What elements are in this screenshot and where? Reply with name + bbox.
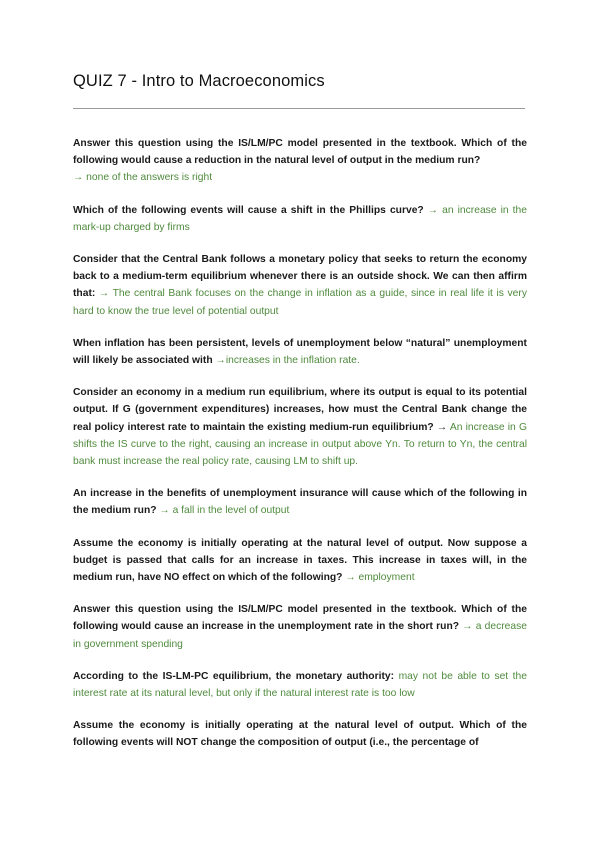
quiz-item	[73, 535, 527, 587]
quiz-item	[73, 601, 527, 653]
question-text: Consider that the Central Bank follows a monetary policy that seeks to return the economy back to a medium-term equilibrium whenever there is an outside shock. We can then affirm that:	[73, 254, 527, 300]
question-text: Consider an economy in a medium run equilibrium, where its output is equal to its potential output. If G (government expenditures) increases, how must the Central Bank change the real policy interest rate to maintain the existing medium-run equilibrium? →	[73, 387, 527, 433]
question-text: When inflation has been persistent, levels of unemployment below “natural” unemployment will likely be associated with	[73, 337, 527, 367]
question-text: Answer this question using the IS/LM/PC model presented in the textbook. Which of the following would cause an increase in the unemployment rate in the short run?	[73, 604, 527, 633]
answer-text: may not be able to set the interest rate at its natural level, but only if the natural interest rate is too low	[73, 670, 527, 700]
question-text: Assume the economy is initially operating at the natural level of output. Now suppose a budget is passed that calls for an increase in taxes. This increase in taxes will, in the medium run, have NO effect on which of the following?	[73, 537, 527, 584]
answer-text: → The central Bank focuses on the change in inflation as a guide, since in real life it is very hard to know the true level of potential output	[73, 288, 527, 317]
question-text: Which of the following events will cause a shift in the Phillips curve?	[73, 204, 424, 216]
quiz-item	[73, 384, 527, 470]
quiz-item	[73, 335, 527, 369]
answer-text: → employment	[345, 572, 415, 584]
quiz-item	[73, 135, 527, 187]
question-text: Assume the economy is initially operating at the natural level of output. Which of the following events will NOT change the composition of output (i.e., the percentage of	[73, 720, 527, 749]
quiz-item	[73, 202, 527, 236]
answer-text: →increases in the inflation rate.	[215, 355, 360, 367]
quiz-item	[73, 717, 527, 751]
question-text: According to the IS-LM-PC equilibrium, the monetary authority:	[73, 670, 395, 682]
quiz-content	[73, 135, 527, 767]
quiz-item	[73, 251, 527, 320]
title-divider	[73, 108, 525, 109]
page-title: QUIZ 7 - Intro to Macroeconomics	[73, 72, 325, 90]
question-text: Answer this question using the IS/LM/PC model presented in the textbook. Which of the following would cause a reduction in the natural level of output in the medium run?	[73, 138, 527, 167]
question-text: An increase in the benefits of unemployment insurance will cause which of the following in the medium run?	[73, 488, 527, 517]
quiz-item	[73, 668, 527, 702]
answer-text: An increase in G shifts the IS curve to the right, causing an increase in output above Yn. To return to Yn, the central bank must increase the real policy rate, causing LM to shift up.	[73, 421, 527, 468]
answer-text: → a decrease in government spending	[73, 621, 527, 650]
answer-text: → none of the answers is right	[73, 172, 213, 184]
quiz-item	[73, 485, 527, 519]
answer-text: → an increase in the mark-up charged by firms	[73, 204, 527, 233]
answer-text: → a fall in the level of output	[159, 505, 290, 517]
